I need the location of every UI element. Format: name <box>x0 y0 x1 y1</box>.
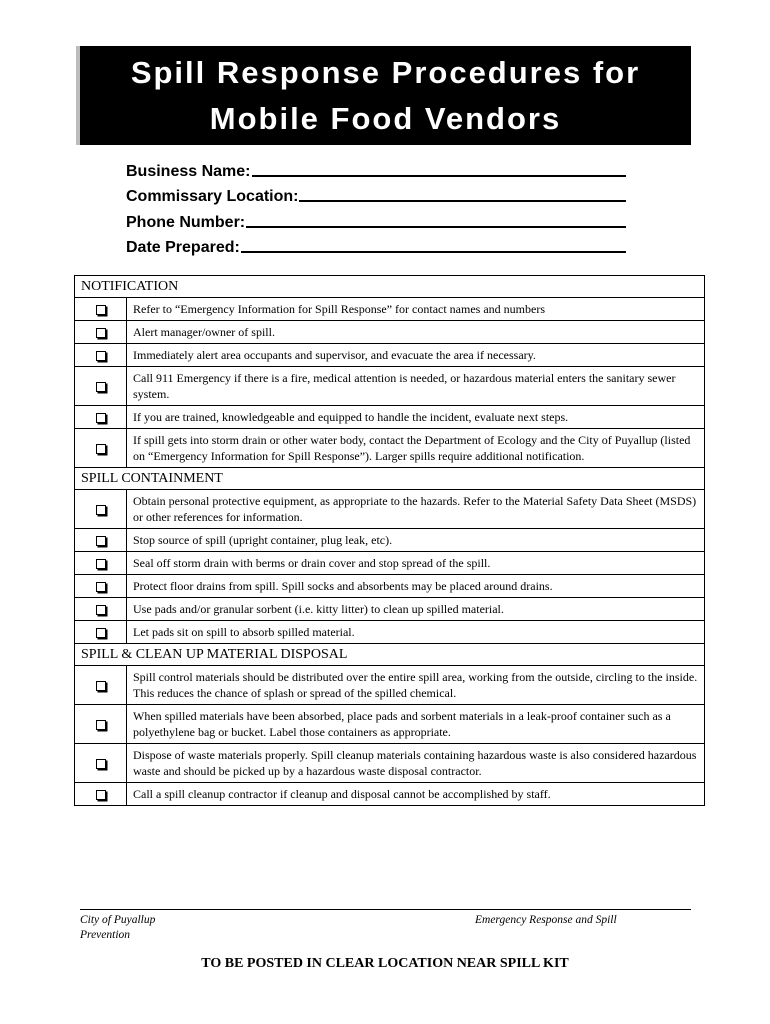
table-row <box>75 321 705 344</box>
step-text: Alert manager/owner of spill. <box>127 321 705 344</box>
footer-org-continued: Prevention <box>80 929 131 941</box>
table-row <box>75 298 705 321</box>
checkbox-icon <box>96 536 106 546</box>
section-header-material-disposal <box>75 644 705 666</box>
blank-line <box>299 200 626 202</box>
blank-line <box>252 175 627 177</box>
date-prepared-field <box>126 233 626 259</box>
section-heading: SPILL & CLEAN UP MATERIAL DISPOSAL <box>75 644 705 666</box>
table-row <box>75 367 705 406</box>
step-text: If spill gets into storm drain or other water body, contact the Department of Ecology and the City of Puyallup (listed on “Emergency Information for Spill Response”). Larger spills require additional notification. <box>127 429 705 468</box>
table-row <box>75 744 705 783</box>
title-line-1: Spill Response Procedures for <box>130 54 641 90</box>
table-row <box>75 406 705 429</box>
procedure-table <box>74 275 705 806</box>
table-row <box>75 552 705 575</box>
step-text: When spilled materials have been absorbed, place pads and sorbent materials in a leak-proof container such as a polyethylene bag or bucket. Label those containers as appropriate. <box>127 705 705 744</box>
step-text: Spill control materials should be distributed over the entire spill area, working from the outside, circling to the inside. This reduces the chance of splash or spread of the spilled chemical. <box>127 666 705 705</box>
header-fields <box>126 156 626 258</box>
document-title-banner <box>76 46 691 145</box>
step-text: Call 911 Emergency if there is a fire, medical attention is needed, or hazardous material enters the sanitary sewer system. <box>127 367 705 406</box>
table-row <box>75 783 705 806</box>
checkbox-icon <box>96 505 106 515</box>
step-text: If you are trained, knowledgeable and equipped to handle the incident, evaluate next steps. <box>127 406 705 429</box>
step-text: Seal off storm drain with berms or drain cover and stop spread of the spill. <box>127 552 705 575</box>
step-text: Dispose of waste materials properly. Spill cleanup materials containing hazardous waste is also considered hazardous waste and should be picked up by a hazardous waste disposal contractor. <box>127 744 705 783</box>
commissary-location-field <box>126 182 626 208</box>
footer-divider <box>80 909 691 910</box>
blank-line <box>241 251 626 253</box>
section-header-notification <box>75 276 705 298</box>
step-text: Use pads and/or granular sorbent (i.e. kitty litter) to clean up spilled material. <box>127 598 705 621</box>
section-heading: NOTIFICATION <box>75 276 705 298</box>
footer-org: City of Puyallup <box>80 914 156 926</box>
step-text: Protect floor drains from spill. Spill socks and absorbents may be placed around drains. <box>127 575 705 598</box>
step-text: Immediately alert area occupants and supervisor, and evacuate the area if necessary. <box>127 344 705 367</box>
blank-line <box>246 226 626 228</box>
checkbox-icon <box>96 628 106 638</box>
checkbox-icon <box>96 382 106 392</box>
table-row <box>75 344 705 367</box>
checkbox-icon <box>96 582 106 592</box>
field-label: Commissary Location: <box>126 188 299 205</box>
step-text: Stop source of spill (upright container, plug leak, etc). <box>127 529 705 552</box>
table-row <box>75 705 705 744</box>
step-text: Obtain personal protective equipment, as appropriate to the hazards. Refer to the Material Safety Data Sheet (MSDS) or other references for information. <box>127 490 705 529</box>
checkbox-icon <box>96 790 106 800</box>
step-text: Let pads sit on spill to absorb spilled material. <box>127 621 705 644</box>
table-row <box>75 529 705 552</box>
table-row <box>75 666 705 705</box>
posting-instruction: TO BE POSTED IN CLEAR LOCATION NEAR SPILL KIT <box>201 956 569 971</box>
checkbox-icon <box>96 444 106 454</box>
section-header-spill-containment <box>75 468 705 490</box>
checkbox-icon <box>96 681 106 691</box>
checkbox-icon <box>96 720 106 730</box>
field-label: Business Name: <box>126 162 251 180</box>
checkbox-icon <box>96 605 106 615</box>
table-row <box>75 598 705 621</box>
business-name-field <box>126 156 626 182</box>
phone-number-field <box>126 207 626 233</box>
section-heading: SPILL CONTAINMENT <box>75 468 705 490</box>
checkbox-icon <box>96 413 106 423</box>
checkbox-icon <box>96 328 106 338</box>
checkbox-icon <box>96 351 106 361</box>
table-row <box>75 429 705 468</box>
table-row <box>75 621 705 644</box>
checkbox-icon <box>96 759 106 769</box>
field-label: Phone Number: <box>126 213 246 231</box>
table-row <box>75 575 705 598</box>
footer-right: Emergency Response and Spill <box>475 914 617 926</box>
step-text: Refer to “Emergency Information for Spill Response” for contact names and numbers <box>127 298 705 321</box>
step-text: Call a spill cleanup contractor if cleanup and disposal cannot be accomplished by staff. <box>127 783 705 806</box>
footer-left <box>80 913 155 943</box>
table-row <box>75 490 705 529</box>
title-line-2: Mobile Food Vendors <box>209 100 562 136</box>
field-label: Date Prepared: <box>126 239 240 256</box>
checkbox-icon <box>96 305 106 315</box>
checkbox-icon <box>96 559 106 569</box>
